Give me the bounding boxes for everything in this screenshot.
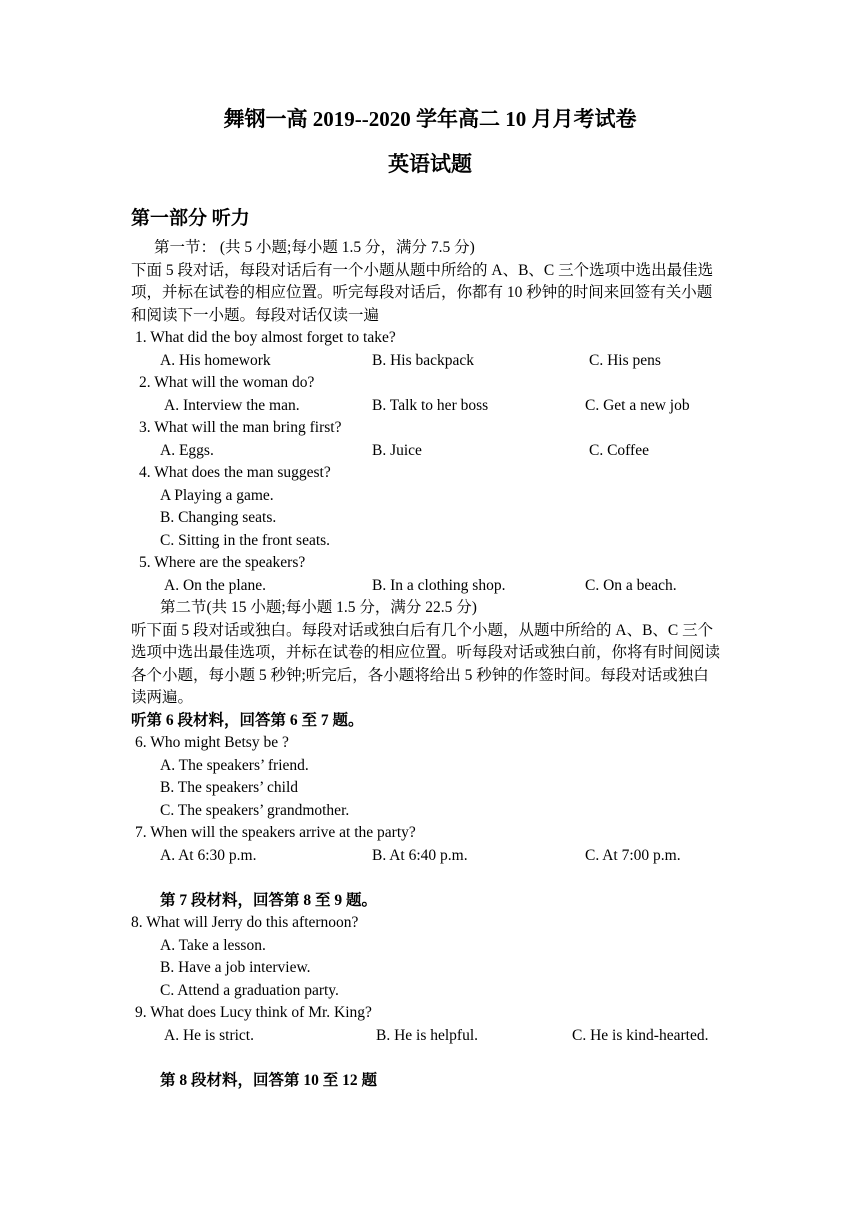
option-c: C. Attend a graduation party. — [160, 982, 339, 999]
option-a: A. Interview the man. — [164, 397, 300, 414]
option-b: B. The speakers’ child — [160, 779, 299, 796]
instruction-line: 读两遍。 — [131, 689, 194, 706]
option-c: C. Get a new job — [585, 397, 690, 414]
exam-title: 舞钢一高 2019--2020 学年高二 10 月月考试卷 — [223, 107, 637, 131]
option-a: A. He is strict. — [164, 1027, 254, 1044]
part-heading: 第一部分 听力 — [131, 208, 250, 229]
instruction-line: 各个小题，每小题 5 秒钟;听完后，各小题将给出 5 秒钟的作签时间。每段对话或独白 — [131, 667, 709, 684]
option-b: B. He is helpful. — [376, 1027, 479, 1044]
option-c: C. His pens — [589, 352, 661, 369]
question-stem: 5. Where are the speakers? — [139, 554, 306, 571]
question-stem: 2. What will the woman do? — [139, 374, 315, 391]
option-a: A Playing a game. — [160, 487, 274, 504]
option-a: A. Take a lesson. — [160, 937, 266, 954]
question-stem: 4. What does the man suggest? — [139, 464, 331, 481]
instruction-line: 选项中选出最佳选项，并标在试卷的相应位置。听每段对话或独白前，你将有时间阅读 — [131, 644, 721, 661]
option-b: B. In a clothing shop. — [372, 577, 506, 594]
option-b: B. At 6:40 p.m. — [372, 847, 468, 864]
option-c: C. Coffee — [589, 442, 649, 459]
question-stem: 6. Who might Betsy be ? — [135, 734, 289, 751]
option-b: B. Changing seats. — [160, 509, 277, 526]
option-a: A. On the plane. — [164, 577, 267, 594]
material-heading: 第 8 段材料，回答第 10 至 12 题 — [160, 1072, 378, 1089]
option-b: B. Juice — [372, 442, 422, 459]
material-heading: 第 7 段材料，回答第 8 至 9 题。 — [160, 892, 378, 909]
option-c: C. At 7:00 p.m. — [585, 847, 681, 864]
option-a: A. The speakers’ friend. — [160, 757, 309, 774]
option-b: B. His backpack — [372, 352, 475, 369]
option-c: C. Sitting in the front seats. — [160, 532, 331, 549]
option-b: B. Talk to her boss — [372, 397, 489, 414]
question-stem: 1. What did the boy almost forget to take? — [135, 329, 396, 346]
instruction-line: 项，并标在试卷的相应位置。听完每段对话后，你都有 10 秒钟的时间来回签有关小题 — [131, 284, 713, 301]
option-b: B. Have a job interview. — [160, 959, 311, 976]
exam-subtitle: 英语试题 — [388, 152, 472, 176]
option-a: A. His homework — [160, 352, 271, 369]
instruction-line: 听下面 5 段对话或独白。每段对话或独白后有几个小题，从题中所给的 A、B、C 三个 — [131, 622, 714, 639]
option-a: A. Eggs. — [160, 442, 214, 459]
question-stem: 9. What does Lucy think of Mr. King? — [135, 1004, 372, 1021]
section2-label: 第二节(共 15 小题;每小题 1.5 分，满分 22.5 分) — [160, 599, 477, 616]
material-heading: 听第 6 段材料，回答第 6 至 7 题。 — [131, 712, 364, 729]
section1-label: 第一节： (共 5 小题;每小题 1.5 分，满分 7.5 分) — [154, 239, 475, 256]
option-c: C. He is kind-hearted. — [572, 1027, 709, 1044]
instruction-line: 下面 5 段对话，每段对话后有一个小题从题中所给的 A、B、C 三个选项中选出最佳选 — [131, 262, 714, 279]
option-c: C. On a beach. — [585, 577, 677, 594]
option-c: C. The speakers’ grandmother. — [160, 802, 350, 819]
question-stem: 3. What will the man bring first? — [139, 419, 342, 436]
question-stem: 7. When will the speakers arrive at the party? — [135, 824, 416, 841]
option-a: A. At 6:30 p.m. — [160, 847, 257, 864]
question-stem: 8. What will Jerry do this afternoon? — [131, 914, 359, 931]
instruction-line: 和阅读下一小题。每段对话仅读一遍 — [131, 307, 380, 324]
